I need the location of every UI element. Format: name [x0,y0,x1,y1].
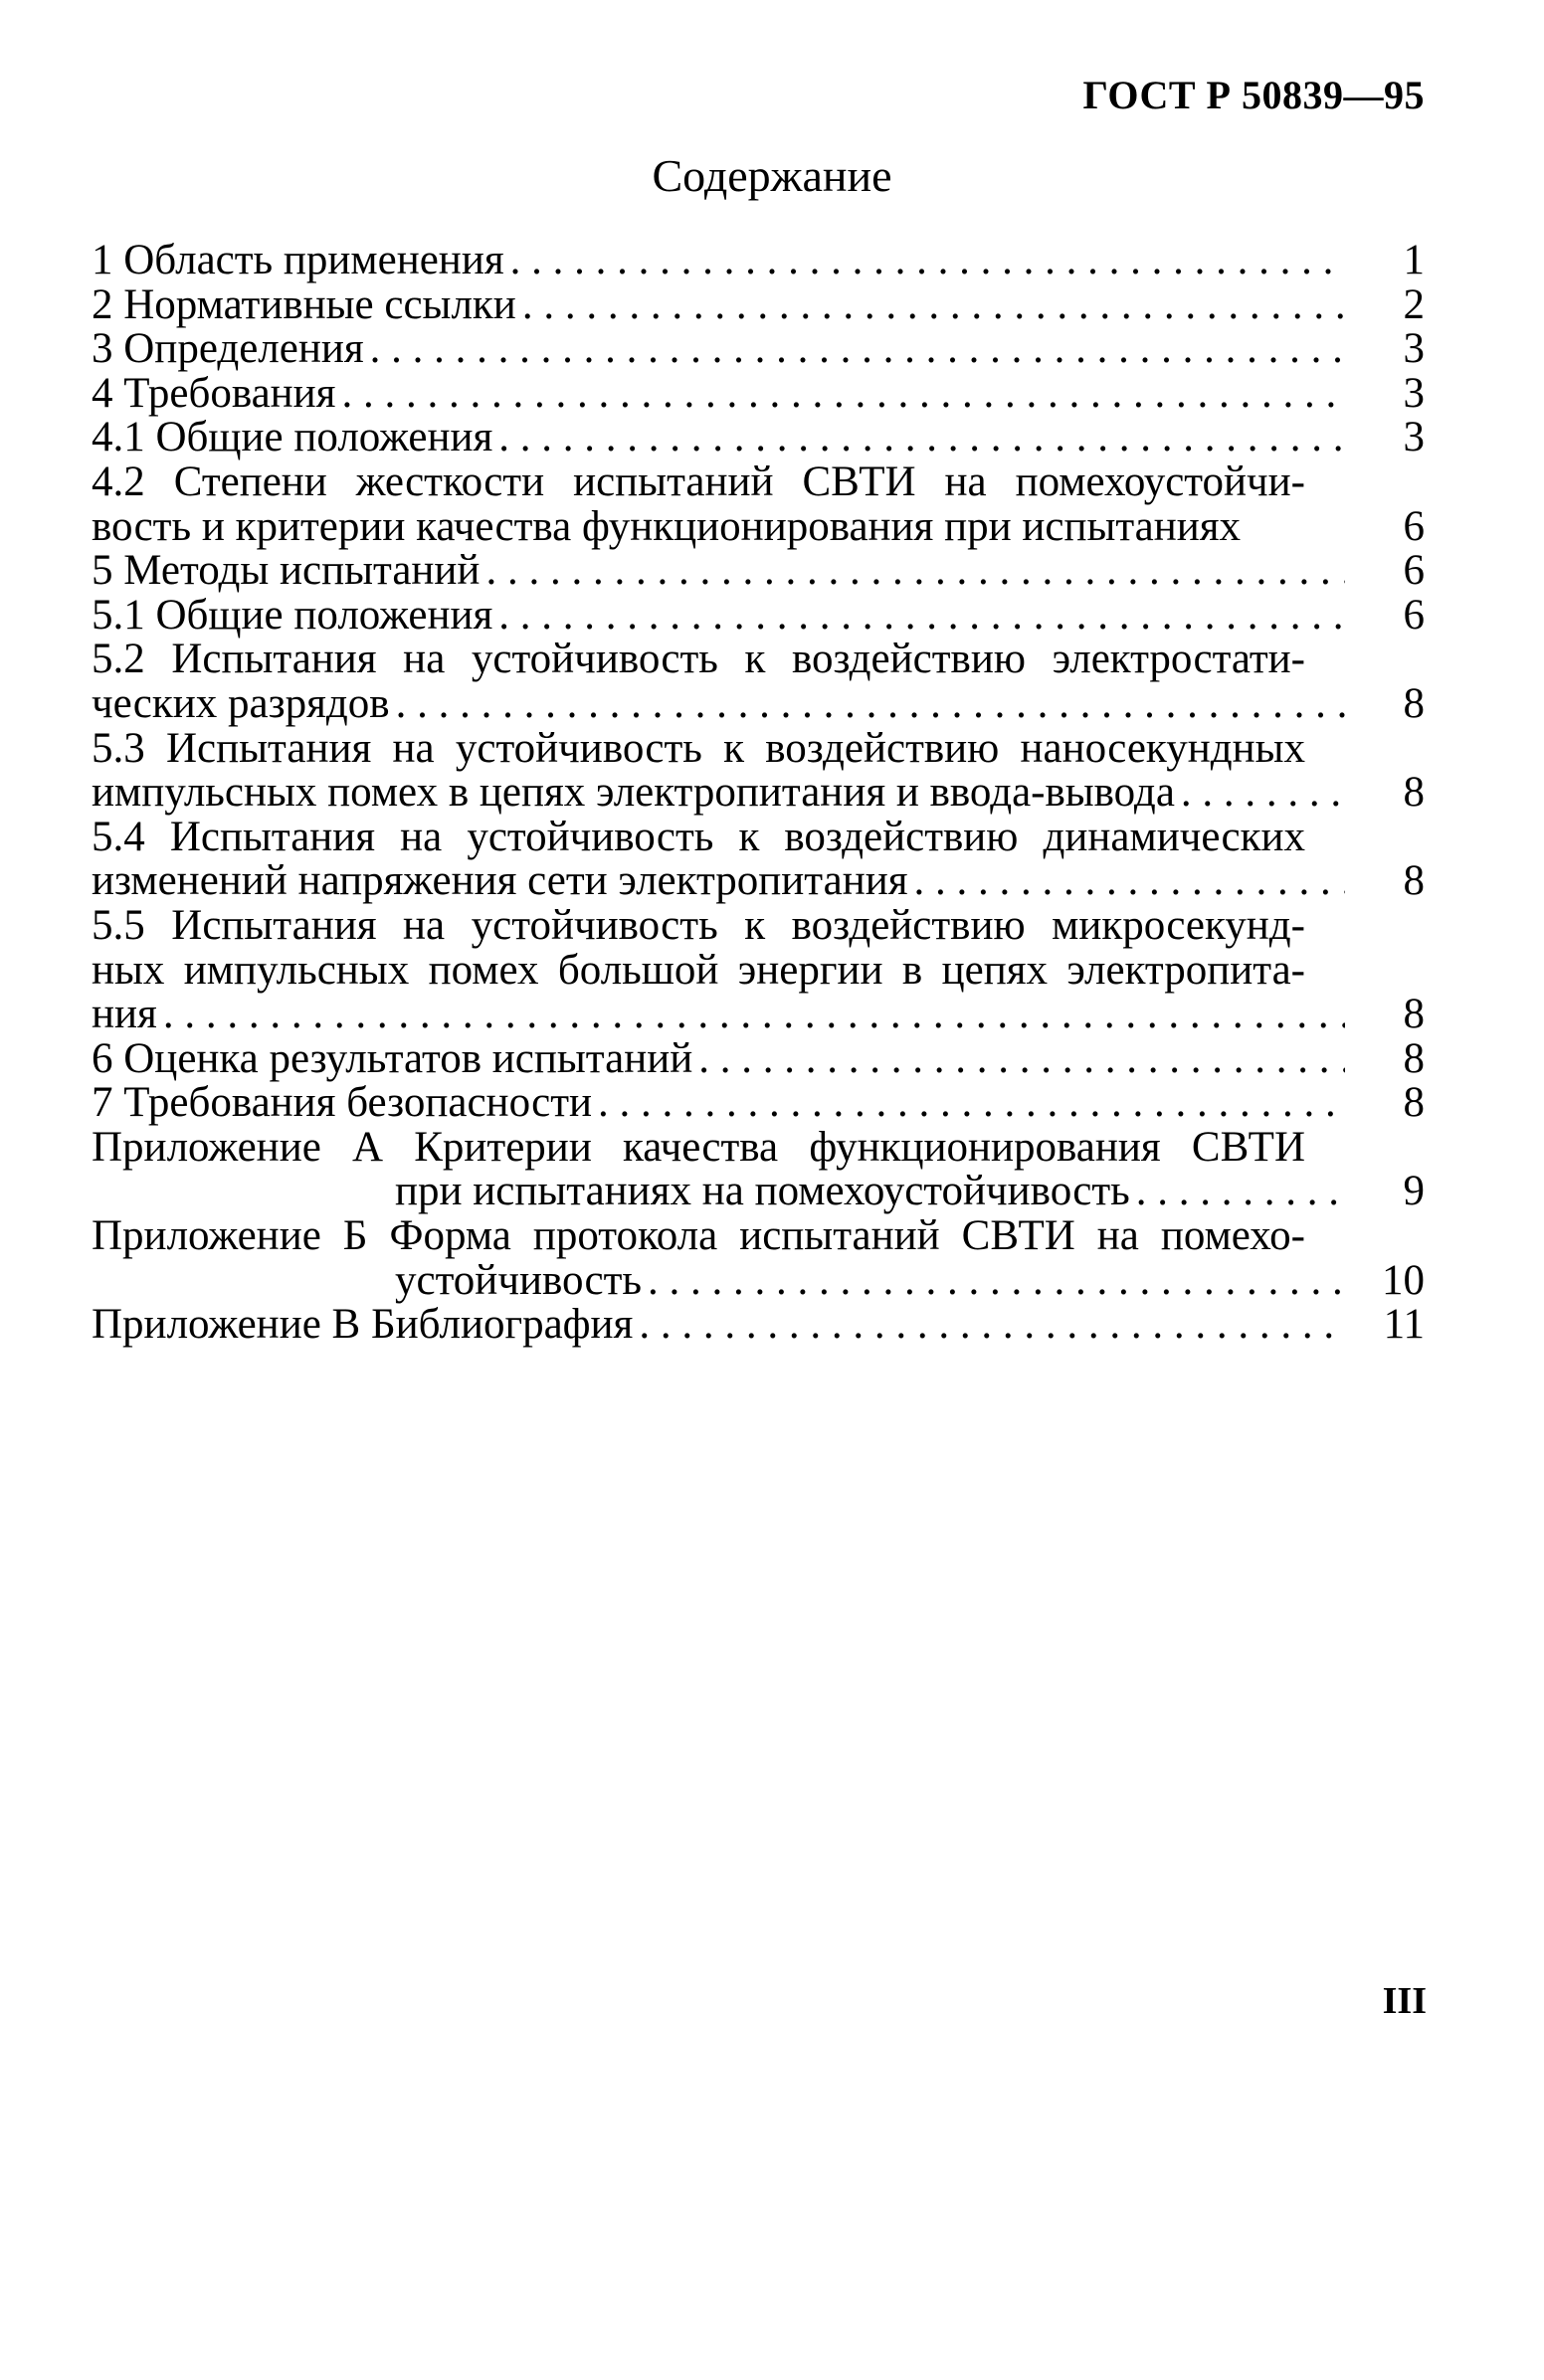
toc-page-number: 8 [1403,1034,1425,1082]
page-number: III [1382,1980,1427,2022]
dot-leader [648,1259,1345,1304]
dot-leader [1181,771,1345,816]
toc-entry[interactable] [92,549,1425,594]
toc-entry[interactable] [92,724,1425,817]
toc-entry-text: 2 Нормативные ссылки [92,280,516,328]
toc-entry-first-line: 5.5 Испытания на устойчивость к воздействию микросекунд- [92,901,1305,949]
dot-leader [510,239,1345,283]
toc-entry-first-line: Приложение Б Форма протокола испытаний СВТИ на помехо- [92,1212,1305,1260]
toc-page-number: 6 [1403,502,1425,550]
toc-page-number: 8 [1403,679,1425,727]
dot-leader [498,594,1345,639]
toc-entry[interactable] [92,369,1425,417]
toc-entry-text: 3 Определения [92,325,364,373]
toc-entry-text: Приложение В Библиография [92,1301,634,1349]
toc-page-number: 10 [1382,1256,1425,1304]
dot-leader [698,1037,1345,1082]
dot-leader [485,549,1345,594]
toc-page-number: 2 [1403,280,1425,328]
toc-entry-first-line: 5.4 Испытания на устойчивость к воздействию динамических [92,813,1305,860]
toc-entry[interactable] [92,460,1425,549]
toc-entry[interactable] [92,591,1425,639]
toc-entry-first-line: 4.2 Степени жесткости испытаний СВТИ на помехоустойчи- [92,458,1305,505]
toc-entry-text: 5 Методы испытаний [92,547,481,595]
toc-entry[interactable] [92,901,1425,1038]
toc-entry[interactable] [92,1303,1425,1348]
toc-entry-text: ния [92,991,157,1038]
dot-leader [498,416,1345,460]
toc-entry[interactable] [92,1034,1425,1082]
toc-entry-text: изменений напряжения сети электропитания [92,857,908,905]
dot-leader [598,1081,1345,1126]
toc-entry-text: 4.1 Общие положения [92,414,493,461]
toc-entry-text: 1 Область применения [92,237,504,283]
toc-entry-text: устойчивость [395,1256,643,1304]
dot-leader [1136,1170,1345,1214]
toc-entry-first-line: Приложение А Критерии качества функционирования СВТИ [92,1123,1305,1171]
toc-page-number: 9 [1403,1168,1425,1215]
toc-entry-text: 6 Оценка результатов испытаний [92,1034,693,1082]
toc-page-number: 8 [1403,769,1425,817]
table-of-contents [92,239,1425,1348]
toc-page-number: 11 [1383,1301,1425,1349]
toc-entry-text: 4 Требования [92,369,336,417]
toc-page-number: 1 [1403,237,1425,283]
dot-leader [396,682,1345,727]
toc-entry-text: ческих разрядов [92,679,390,727]
toc-entry-text: вость и критерии качества функционирования при испытаниях [92,502,1242,550]
toc-entry[interactable] [92,638,1425,726]
toc-entry[interactable] [92,1081,1425,1126]
toc-entry-text: 7 Требования безопасности [92,1079,593,1127]
toc-entry[interactable] [92,239,1425,283]
dot-leader [163,993,1345,1037]
document-code: ГОСТ Р 50839—95 [1082,73,1425,117]
toc-page-number: 3 [1403,414,1425,461]
dot-leader [914,859,1345,904]
toc-entry[interactable] [92,813,1425,905]
toc-entry-first-line: 5.2 Испытания на устойчивость к воздействию электростати- [92,636,1305,683]
toc-entry-first-line: 5.3 Испытания на устойчивость к воздействию наносекундных [92,724,1305,772]
toc-page-number: 6 [1403,591,1425,639]
toc-page-number: 8 [1403,857,1425,905]
toc-page-number: 6 [1403,547,1425,595]
toc-page-number: 8 [1403,991,1425,1038]
toc-entry[interactable] [92,416,1425,460]
toc-entry[interactable] [92,327,1425,372]
dot-leader [639,1303,1345,1348]
dot-leader [341,372,1345,417]
toc-entry-second-line: ных импульсных помех большой энергии в цепях электропита- [92,946,1305,994]
toc-page-number: 8 [1403,1079,1425,1127]
toc-page-number: 3 [1403,325,1425,373]
toc-entry[interactable] [92,280,1425,328]
dot-leader [522,283,1345,328]
toc-entry-text: импульсных помех в цепях электропитания и ввода-вывода [92,769,1175,817]
toc-entry-text: 5.1 Общие положения [92,591,493,639]
page-title: Содержание [652,150,892,201]
dot-leader [370,327,1345,372]
toc-page-number: 3 [1403,369,1425,417]
toc-entry[interactable] [92,1214,1425,1303]
toc-entry[interactable] [92,1123,1425,1215]
toc-entry-text: при испытаниях на помехоустойчивость [395,1168,1130,1215]
